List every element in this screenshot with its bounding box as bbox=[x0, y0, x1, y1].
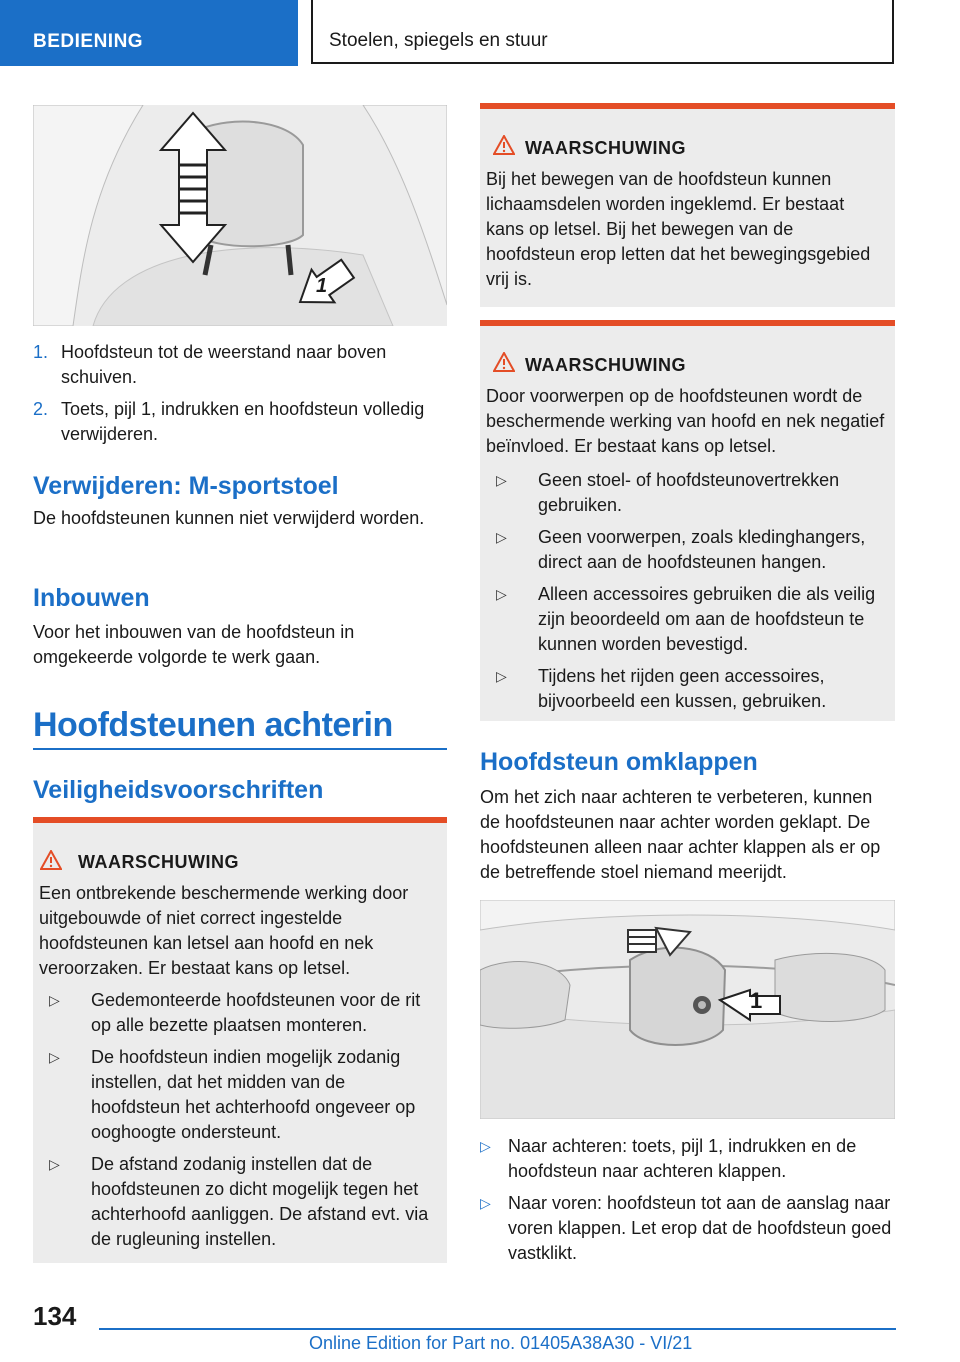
bullet-text: Naar voren: hoofdsteun tot aan de aanslag naar voren klappen. Let erop dat de hoofdsteun goed vastklikt. bbox=[508, 1193, 892, 1263]
warning-text: Door voorwerpen op de hoofdsteunen wordt de beschermende werking van hoofd en nek negatief beïnvloed. Er bestaat kans op letsel. bbox=[486, 386, 885, 456]
bullet-text: Tijdens het rijden geen accessoires, bijvoorbeeld een kussen, gebruiken. bbox=[538, 666, 827, 711]
warning-bullet bbox=[496, 664, 882, 714]
fold-bullet bbox=[480, 1191, 896, 1266]
warning-title: WAARSCHUWING bbox=[78, 852, 239, 872]
warning-text: Een ontbrekende beschermende werking door uitgebouwde of niet correct ingestelde hoofdsteunen kan letsel aan hoofd en nek veroorzaken. Er bestaat kans op letsel. bbox=[39, 883, 409, 978]
bullet-text: Alleen accessoires gebruiken die als veilig zijn beoordeeld om aan de hoofdsteun te kunnen worden bevestigd. bbox=[538, 584, 876, 654]
warning-box-objects bbox=[480, 320, 895, 721]
step-2 bbox=[33, 397, 447, 447]
warning-icon bbox=[493, 135, 515, 155]
bullet-text: Gedemonteerde hoofdsteunen voor de rit op alle bezette plaatsen monteren. bbox=[91, 990, 421, 1035]
footer-rule bbox=[99, 1328, 896, 1330]
page-number: 134 bbox=[33, 1301, 77, 1331]
remove-m-sport-text: De hoofdsteunen kunnen niet verwijderd worden. bbox=[33, 508, 425, 528]
footer-edition: Online Edition for Part no. 01405A38A30 - VI/21 bbox=[309, 1333, 693, 1353]
heading-fold: Hoofdsteun omklappen bbox=[480, 748, 758, 776]
section-title: BEDIENING bbox=[33, 31, 144, 52]
section-tab bbox=[0, 0, 298, 66]
chapter-header bbox=[311, 0, 894, 64]
install-text: Voor het inbouwen van de hoofdsteun in omgekeerde volgorde te werk gaan. bbox=[33, 622, 355, 667]
warning-bullet bbox=[496, 582, 882, 657]
heading-install: Inbouwen bbox=[33, 584, 150, 612]
triangle-bullet-icon: ▷ bbox=[480, 1195, 491, 1211]
triangle-bullet-icon: ▷ bbox=[480, 1138, 491, 1154]
step-1 bbox=[33, 340, 447, 390]
chapter-title: Stoelen, spiegels en stuur bbox=[329, 30, 548, 51]
heading-safety: Veiligheidsvoorschriften bbox=[33, 776, 324, 804]
triangle-bullet-icon: ▷ bbox=[496, 586, 507, 602]
heading-remove-m-sport: Verwijderen: M-sportstoel bbox=[33, 472, 339, 500]
warning-text: Bij het bewegen van de hoofdsteun kunnen lichaamsdelen worden ingeklemd. Er bestaat kans op letsel. Bij het bewegen van de hoofdsteun erop letten dat het bewegingsgebied vrij is. bbox=[486, 169, 871, 289]
triangle-bullet-icon: ▷ bbox=[496, 472, 507, 488]
bullet-text: Geen voorwerpen, zoals kledinghangers, direct aan de hoofdsteunen hangen. bbox=[538, 527, 866, 572]
warning-bullet bbox=[49, 988, 433, 1038]
bullet-text: De afstand zodanig instellen dat de hoofdsteunen zo dicht mogelijk tegen het achterhoofd aanliggen. De afstand evt. via de rugleuning instellen. bbox=[91, 1154, 429, 1249]
warning-title: WAARSCHUWING bbox=[525, 138, 686, 158]
warning-box-left bbox=[33, 817, 447, 1263]
fold-bullet bbox=[480, 1134, 896, 1184]
bullet-text: De hoofdsteun indien mogelijk zodanig instellen, dat het midden van de hoofdsteun het achterhoofd ongeveer op ooghoogte ondersteunt. bbox=[91, 1047, 416, 1142]
headrest-fold-illustration bbox=[480, 900, 895, 1119]
triangle-bullet-icon: ▷ bbox=[49, 992, 60, 1008]
fold-text: Om het zich naar achteren te verbeteren, kunnen de hoofdsteunen naar achter worden geklapt. De hoofdsteunen alleen naar achter klappen als er op de betreffende stoel niemand meerijdt. bbox=[480, 787, 881, 882]
warning-bullet bbox=[496, 468, 882, 518]
headrest-removal-illustration bbox=[33, 105, 447, 326]
step-number: 1. bbox=[33, 342, 49, 362]
warning-title: WAARSCHUWING bbox=[525, 355, 686, 375]
step-text: Hoofdsteun tot de weerstand naar boven schuiven. bbox=[61, 342, 387, 387]
step-number: 2. bbox=[33, 399, 49, 419]
arrow-1-label: 1 bbox=[750, 988, 763, 1013]
heading-rear-headrests: Hoofdsteunen achterin bbox=[33, 706, 393, 744]
triangle-bullet-icon: ▷ bbox=[49, 1049, 60, 1065]
warning-icon bbox=[493, 352, 515, 372]
warning-bullet bbox=[496, 525, 882, 575]
warning-box-pinch bbox=[480, 103, 895, 307]
heading-rule bbox=[33, 748, 447, 750]
warning-icon bbox=[40, 850, 62, 870]
arrow-1-label: 1 bbox=[316, 275, 328, 297]
triangle-bullet-icon: ▷ bbox=[496, 529, 507, 545]
warning-bullet bbox=[49, 1152, 433, 1252]
triangle-bullet-icon: ▷ bbox=[49, 1156, 60, 1172]
bullet-text: Geen stoel- of hoofdsteunovertrekken gebruiken. bbox=[538, 470, 840, 515]
triangle-bullet-icon: ▷ bbox=[496, 668, 507, 684]
warning-bullet bbox=[49, 1045, 433, 1145]
step-text: Toets, pijl 1, indrukken en hoofdsteun volledig verwijderen. bbox=[61, 399, 425, 444]
bullet-text: Naar achteren: toets, pijl 1, indrukken en de hoofdsteun naar achteren klappen. bbox=[508, 1136, 857, 1181]
